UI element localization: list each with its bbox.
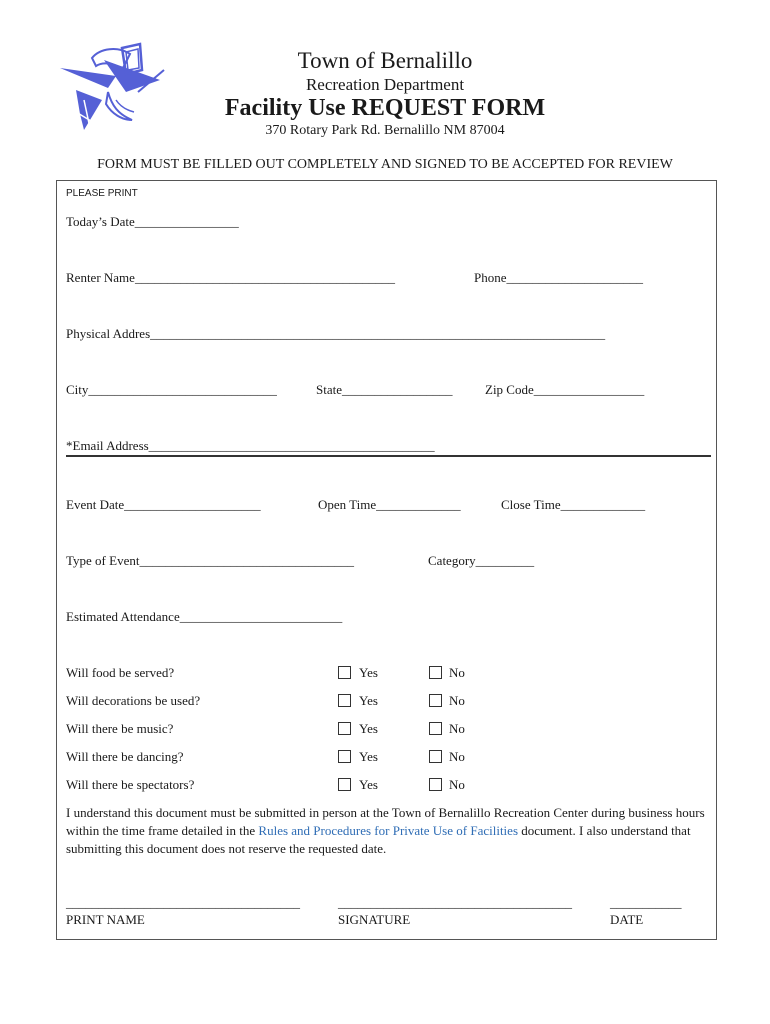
signature-line[interactable]: ____________________________________ bbox=[338, 895, 572, 910]
type-of-event-field[interactable]: Type of Event_________________________________ bbox=[66, 553, 354, 568]
yes-label: Yes bbox=[359, 693, 378, 708]
phone-field[interactable]: Phone_____________________ bbox=[474, 270, 643, 285]
question-label: Will there be music? bbox=[66, 721, 174, 736]
estimated-attendance-field[interactable]: Estimated Attendance_________________________ bbox=[66, 609, 343, 624]
department-address: 370 Rotary Park Rd. Bernalillo NM 87004 bbox=[265, 123, 505, 138]
town-name: Town of Bernalillo bbox=[297, 48, 473, 73]
no-label: No bbox=[449, 693, 465, 708]
form-notice: FORM MUST BE FILLED OUT COMPLETELY AND SIGNED TO BE ACCEPTED FOR REVIEW bbox=[97, 157, 673, 172]
email-field[interactable]: *Email Address____________________________________________ bbox=[66, 438, 435, 453]
print-name-label: PRINT NAME bbox=[66, 912, 145, 927]
physical-address-field[interactable]: Physical Addres______________________________________________________________________ bbox=[66, 326, 606, 341]
category-field[interactable]: Category_________ bbox=[428, 553, 535, 568]
no-label: No bbox=[449, 777, 465, 792]
question-label: Will there be dancing? bbox=[66, 749, 184, 764]
please-print-label: PLEASE PRINT bbox=[66, 188, 138, 199]
rules-procedures-link[interactable]: Rules and Procedures for Private Use of Facilities bbox=[258, 823, 518, 838]
open-time-field[interactable]: Open Time_____________ bbox=[318, 497, 461, 512]
yes-label: Yes bbox=[359, 777, 378, 792]
date-label: DATE bbox=[610, 912, 644, 927]
print-name-line[interactable]: ____________________________________ bbox=[66, 895, 300, 910]
decorations-yes-checkbox[interactable] bbox=[338, 694, 351, 707]
question-label: Will there be spectators? bbox=[66, 777, 195, 792]
submission-statement bbox=[66, 804, 716, 858]
date-line[interactable]: ___________ bbox=[610, 895, 682, 910]
yes-label: Yes bbox=[359, 749, 378, 764]
todays-date-field[interactable]: Today’s Date________________ bbox=[66, 214, 239, 229]
department-name: Recreation Department bbox=[305, 75, 465, 94]
city-field[interactable]: City_____________________________ bbox=[66, 382, 277, 397]
signature-label: SIGNATURE bbox=[338, 912, 411, 927]
no-label: No bbox=[449, 665, 465, 680]
music-no-checkbox[interactable] bbox=[429, 722, 442, 735]
food-no-checkbox[interactable] bbox=[429, 666, 442, 679]
close-time-field[interactable]: Close Time_____________ bbox=[501, 497, 646, 512]
statement-text-1: I understand this document must be submitted in person at the Town of Bernalillo Recreation Center during business hours within the time frame detailed in the bbox=[66, 805, 705, 838]
section-divider bbox=[66, 455, 711, 457]
no-label: No bbox=[449, 721, 465, 736]
no-label: No bbox=[449, 749, 465, 764]
dancing-yes-checkbox[interactable] bbox=[338, 750, 351, 763]
music-yes-checkbox[interactable] bbox=[338, 722, 351, 735]
question-label: Will food be served? bbox=[66, 665, 175, 680]
event-date-field[interactable]: Event Date_____________________ bbox=[66, 497, 261, 512]
renter-name-field[interactable]: Renter Name________________________________________ bbox=[66, 270, 395, 285]
food-yes-checkbox[interactable] bbox=[338, 666, 351, 679]
form-title: Facility Use REQUEST FORM bbox=[224, 95, 546, 121]
zip-code-field[interactable]: Zip Code_________________ bbox=[485, 382, 645, 397]
yes-label: Yes bbox=[359, 665, 378, 680]
state-field[interactable]: State_________________ bbox=[316, 382, 453, 397]
decorations-no-checkbox[interactable] bbox=[429, 694, 442, 707]
yes-label: Yes bbox=[359, 721, 378, 736]
statement-text-2: document. I also understand that submitting this document does not reserve the requested date. bbox=[66, 823, 691, 856]
question-label: Will decorations be used? bbox=[66, 693, 201, 708]
spectators-yes-checkbox[interactable] bbox=[338, 778, 351, 791]
spectators-no-checkbox[interactable] bbox=[429, 778, 442, 791]
dancing-no-checkbox[interactable] bbox=[429, 750, 442, 763]
